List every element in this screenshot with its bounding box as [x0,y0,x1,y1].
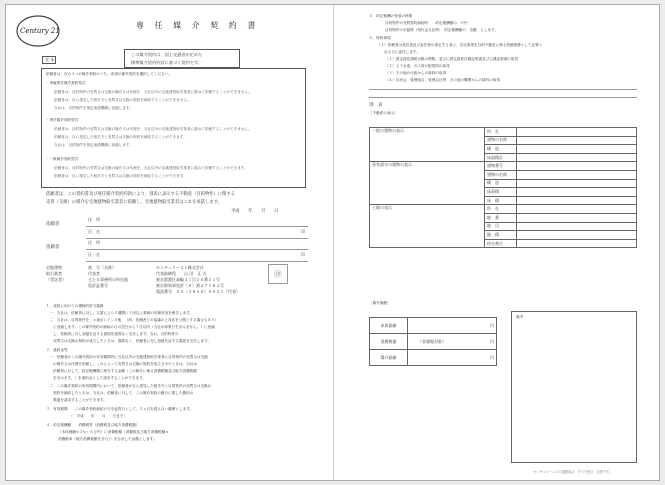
office-label: 主たる事務所の所在地 [88,277,128,282]
field-value[interactable] [517,188,637,197]
price-section-title: ［媒介価額］ [369,301,391,305]
field-label: 地 番 [485,213,517,222]
document-spread [5,4,660,481]
group-label: 専有部分の建物の表示 [370,162,485,205]
contract-type-intro: 依頼者は、次の３つの媒介契約のうち、希望の媒介契約を選択してください。 [46,72,172,76]
agent-seal: 印 [301,252,305,257]
field-label: 所 在 [485,205,517,214]
field-value[interactable] [517,205,637,214]
right-page [333,5,661,480]
clause-5-title: ５．約定報酬の受領の時期 [369,14,413,18]
field-label: 床 積 [485,196,517,205]
contract-type-box [41,68,306,188]
price-row-label: 本体価額 [370,318,408,334]
contract-date: 平成 年 月 日 [231,209,279,214]
client-label: 依頼者 [46,222,60,227]
client-address-label: 住 所 [88,217,100,222]
price-row-value[interactable]: 円 [408,350,497,366]
field-value[interactable] [517,128,637,137]
broker-address: 東京都港区高輪３丁目２０番２１号 [156,277,220,282]
agent-address-label: 住 所 [88,240,100,245]
price-row-label: 消費税額 [370,334,408,350]
preamble-line: 依頼者は、この契約書及び専任媒介契約約款により、別表に表示する不動産（目的物件）に関する [46,192,236,197]
clause-6-item: （１）固定資産課税台帳の閲覧、並びに固定資産評価証明書及び公課証明書の取得 [385,57,518,61]
broker-representative: 代表取締役 山 田 正 式 [156,271,207,276]
preamble-line: 売買（交換）の媒介を宅地建物取引業者に依頼し、宅地建物取引業者はこれを承諾します。 [46,200,222,205]
field-value[interactable] [517,179,637,188]
general-type-title: ・一般媒介契約型式 [46,157,79,161]
agent-label: 依頼者 [46,245,60,250]
clause-5-line: 目的物件の売買契約締結時 約定報酬額の ０円 [385,21,468,25]
agent-name-label: 氏 名 [88,252,100,257]
sole-type-title: ・専任媒介契約型式 [46,118,79,122]
group-label: 一般の建物の表示 [370,128,485,162]
company-seal: ㊞ [268,264,288,284]
exclusive-type-title: ・専属専任媒介契約型式 [46,81,86,85]
price-table [369,317,497,366]
sole-line: 当社は、目的物件を指定流通機構に登録します。 [54,143,133,147]
appendix-subtitle: ［不動産の表示］ [369,111,398,115]
century21-logo [16,13,62,49]
price-row-value[interactable]: （非課税対象） 円 [408,334,497,350]
clause-6-item: （４）自治会、管理組合、管理会社等、その他の機関からの資料の取得 [385,78,500,82]
field-value[interactable] [517,170,637,179]
field-value[interactable] [517,231,637,240]
clause-6-line: （１）依頼者は受託者及び委任者の指定する者に、次記事項を目的不動産に係る依頼業務として必要と [377,43,543,47]
document-title: 専 任 媒 介 契 約 書 [136,21,260,30]
price-row-label: 媒介価額 [370,350,408,366]
field-label: 建物の名称 [485,170,517,179]
standard-notice-box [124,49,240,68]
property-table [369,127,637,248]
group-label: 土地の表示 [370,205,485,248]
field-value[interactable] [517,162,637,171]
general-line: 依頼者は、自ら発見した相手方と売買又は交換の契約を締結することができます。 [54,174,187,178]
field-value[interactable] [517,136,637,145]
field-value[interactable] [517,222,637,231]
field-value[interactable] [517,145,637,154]
broker-label: 取引業者 [46,271,62,276]
exclusive-line: 当社は、目的物件を指定流通機構に登録します。 [54,106,133,110]
exclusive-line: 依頼者は、目的物件の売買又は交換の媒介又は代理を、当社以外の宅地建物取引業者に重ねて依頼することができません。 [54,90,252,94]
field-value[interactable] [517,239,637,248]
sample-tag: 見 本 [42,56,56,64]
field-value[interactable] [517,213,637,222]
field-label: 所 在 [485,128,517,137]
license-label: 免許証番号 [88,283,108,288]
field-label: 構 造 [485,179,517,188]
clause-6-item: （３）その他の行政からの資料の取得 [385,71,447,75]
broker-phone: 電話番号 ０３（３８５０）００３１（代表） [156,289,240,294]
trade-name-label: 商 号（名称） [88,265,116,270]
representative-label: 代表者 [88,271,100,276]
client-seal: 印 [301,229,305,234]
client-name-label: 氏 名 [88,229,100,234]
clause-6-item: （２）上下水道、ガス管の配管図の取得 [385,64,450,68]
logo-text: Century 21 [20,27,60,35]
sole-line: 依頼者は、目的物件の売買又は交換の媒介又は代理を、当社以外の宅地建物取引業者に重ねて依頼することができません。 [54,127,252,131]
notice-line-2: 標準媒介契約約款に基づく契約です。 [131,60,202,65]
broker-license: 東京都知事免許（８）第４７１８４号 [156,283,224,288]
notice-line-1: この媒介契約は、国土交通省が定めた [131,52,203,57]
remarks-label: 備考 [516,315,524,319]
field-value[interactable] [517,153,637,162]
sole-line: 依頼者は、自ら発見した相手方と売買又は交換の契約を締結することができます。 [54,135,187,139]
clause-6-title: ６．特約事項 [369,36,391,40]
general-line: 依頼者は、目的物件の売買又は交換の媒介又は代理を、当社以外の宅地建物取引業者に重ねて依頼することができます。 [54,166,248,170]
footer-note: センチュリー２１の加盟店は、すべて独立・自営です。 [533,470,613,474]
field-label: 構 造 [485,145,517,154]
field-label: 持分割合 [485,239,517,248]
left-page: Century 21 専 任 媒 介 契 約 書 この媒介契約は、国土交通省が定めた 標準媒介契約約款に基づく契約です。 見 本 依頼者は、次の３つの媒介契約のうち、希望の媒介契約を選択してください。 ・専属専任媒介契約型式 依頼者は、目的物件の売買又は交換の媒介又は代理を、当社以外の宅地建物取引業者に重ねて依頼することができません。 依頼者は、自ら発見した相手方と売買又は交換の契約を締結することができません。 当社は、目的物件を指定流通機構に登録します。 ・専任媒介契約型式 依頼者は、目的物件の売買又は交換の媒介又は代理を、当社以外の宅地建物取引業者に重ねて依頼することができません。 依頼者は、自ら発見した相手方と売買又は交換の契約を締結することができます。 当社は、目的物件を指定流通機構に登録します。 ・一般媒介契約型式 依頼者は、目的物件の売買又は交換の媒介又は代理を、当社以外の宅地建物取引業者に重ねて依頼することができます。 依頼者は、自ら発見した相手方と売買又は交換の契約を締結することができます。 依頼者は、この契約書及び専任媒介契約約款により、別表に表示する不動産（目的物件）に関する 売買（交換）の媒介を宅地建物取引業者に依頼し、宅地建物取引業者はこれを承諾します。 平成 年 月 日 依頼者 住 所 氏 名 印 依頼者 住 所 氏 名 印 宅地建物 取引業者 （受託者） 商 号（名称） 代表者 主たる事務所の所在地 免許証番号 センチュリー２１株式会社 代表取締役 山 田 正 式 東京都港区高輪３丁目２０番２１号 東京都知事免許（８）第４７１８４号 電話番号 ０３（３８５０）００３１（代表） ㊞ １．成約に向けての積極的努力義務 一 当社は、依頼者に対し、文書により２週間に１回以上業務の処理状況を報告します。 二 当社は、目的物件を、＊東京レインズ他、（尚、依頼者との協議の上対応を公開とする場合もあり） に登録します。この媒介契約の締結の日の翌日から７日以内（当社の休業日を含みません。）に登録 し、依頼者に対し登録を証する書面を遅滞なく交付します。なお、目的物件の 売買又は交換の契約が成立したときは、遅滞なく、依頼者に対し登録を証する書面を交付します。 ２．違約金等 一 依頼者がこの媒介契約の有効期間内に当社以外の宅地建物取引業者に目的物件の売買又は交換 の媒介又は代理を依頼し、これによって売買又は交換の契約を成立させたときは、当社は、 依頼者に対して、約定報酬額に相当する金額（この媒介に係る消費税額及び地方消費税額 を含みます。）を違約金として請求することができます。 二 この媒介契約の有効期間内において、依頼者が自ら発見した相手方と目的物件の売買又は交換の 契約を締結したときは、当社は、依頼者に対して、この媒介契約の履行に要した費用の 償還を請求することができます。 ３．有効期間 この媒介契約締結の日を起算日として、３ヵ月を超えない範囲とします。 （ 平成 年 月 日まで） ４．約定報酬額 消費税等（消費税及び地方消費税額） （本体価額×３％＋６万円）に消費税額（消費税及び地方消費税額× 消費税率（地方消費税額を含む））を合計した金額とします。 [6,5,333,480]
clause-5-line: 目的物件の引渡時（残代金支払時） 約定報酬額の 全額 とします。 [385,28,498,32]
field-label: 床面積 [485,188,517,197]
clause-6-line: なる方に委任します。 [377,50,420,54]
price-row-value[interactable]: 円 [408,318,497,334]
remarks-box[interactable] [511,311,637,463]
field-value[interactable] [517,196,637,205]
field-label: 建物番号 [485,162,517,171]
broker-trade-name: センチュリー２１株式会社 [156,265,204,270]
broker-label: （受託者） [46,277,66,282]
field-label: 地 積 [485,231,517,240]
broker-label: 宅地建物 [46,265,62,270]
field-label: 地 目 [485,222,517,231]
exclusive-line: 依頼者は、自ら発見した相手方と売買又は交換の契約を締結することができません。 [54,98,191,102]
appendix-title: 別 表 [369,103,383,108]
field-label: 床面積計 [485,153,517,162]
field-label: 建物の名称 [485,136,517,145]
